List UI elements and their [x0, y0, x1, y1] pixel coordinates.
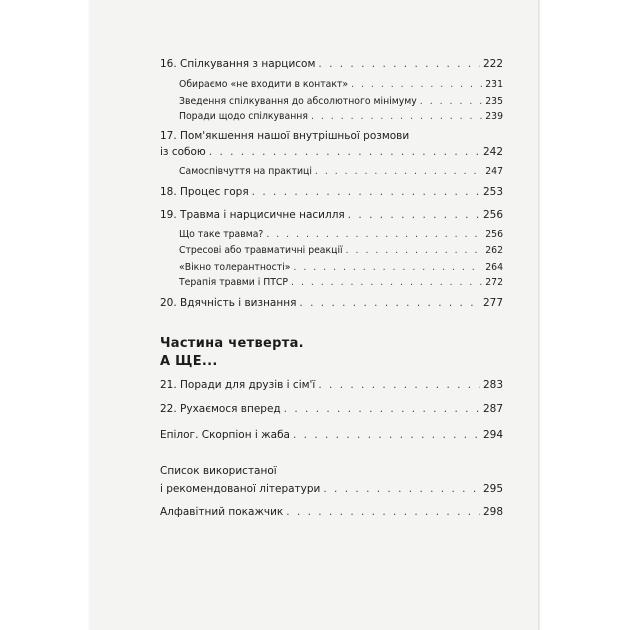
toc-entry-title: і рекомендованої літератури: [160, 483, 321, 495]
toc-subentry-title: Самоспівчуття на практиці: [179, 166, 312, 177]
dot-leader: [252, 186, 480, 198]
toc-entry-ch16: [160, 58, 503, 70]
table-of-contents: [160, 0, 503, 630]
dot-leader: [293, 262, 482, 273]
dot-leader: [318, 58, 480, 70]
toc-entry-bibliography: [160, 483, 503, 495]
part-title-line1: Частина четверта.: [160, 336, 304, 351]
toc-entry-ch22: [160, 403, 503, 415]
dot-leader: [323, 483, 480, 495]
dot-leader: [209, 146, 480, 158]
toc-page-number: 287: [482, 403, 503, 415]
toc-subentry: [179, 79, 503, 90]
toc-subentry: [179, 111, 503, 122]
toc-subentry: [179, 262, 503, 273]
toc-subentry-title: Поради щодо спілкування: [179, 111, 308, 122]
toc-entry-title: із собою: [160, 146, 206, 158]
toc-page-number: 294: [482, 429, 503, 441]
toc-page-number: 256: [485, 229, 503, 240]
toc-subentry: [179, 245, 503, 256]
toc-page-number: 253: [482, 186, 503, 198]
toc-entry-title: 22. Рухаємося вперед: [160, 403, 281, 415]
toc-page-number: 264: [485, 262, 503, 273]
toc-page-number: 298: [482, 506, 503, 518]
dot-leader: [346, 245, 483, 256]
toc-page-number: 222: [482, 58, 503, 70]
part-title-line2: А ЩЕ...: [160, 354, 218, 369]
toc-subentry-title: Терапія травми і ПТСР: [179, 277, 289, 288]
dot-leader: [351, 79, 482, 90]
toc-entry-index: [160, 506, 503, 518]
toc-entry-ch17: [160, 146, 503, 158]
toc-entry-bibliography-line1: Список використаної: [160, 465, 277, 477]
dot-leader: [284, 403, 480, 415]
dot-leader: [420, 96, 482, 107]
toc-page-number: 262: [485, 245, 503, 256]
toc-entry-title: 20. Вдячність і визнання: [160, 297, 297, 309]
toc-entry-title: Епілог. Скорпіон і жаба: [160, 429, 290, 441]
toc-page-number: 272: [485, 277, 503, 288]
toc-page-number: 239: [485, 111, 503, 122]
toc-page-number: 231: [485, 79, 503, 90]
toc-subentry-title: Що таке травма?: [179, 229, 264, 240]
toc-entry-ch17-line1: 17. Пом'якшення нашої внутрішньої розмови: [160, 130, 410, 142]
toc-page-number: 283: [482, 379, 503, 391]
toc-entry-title: 21. Поради для друзів і сім'ї: [160, 379, 316, 391]
toc-subentry-title: Стресові або травматичні реакції: [179, 245, 343, 256]
toc-entry-title: 18. Процес горя: [160, 186, 249, 198]
dot-leader: [311, 111, 482, 122]
toc-page-number: 277: [482, 297, 503, 309]
toc-page-number: 235: [485, 96, 503, 107]
dot-leader: [318, 379, 480, 391]
dot-leader: [291, 277, 482, 288]
toc-page-number: 256: [482, 209, 503, 221]
toc-page-number: 247: [485, 166, 503, 177]
toc-entry-ch20: [160, 297, 503, 309]
toc-entry-ch19: [160, 209, 503, 221]
dot-leader: [315, 166, 482, 177]
page-edge: [538, 0, 541, 630]
toc-entry-title: 16. Спілкування з нарцисом: [160, 58, 316, 70]
dot-leader: [299, 297, 480, 309]
toc-entry-title: Алфавітний покажчик: [160, 506, 284, 518]
dot-leader: [266, 229, 482, 240]
toc-page-number: 242: [482, 146, 503, 158]
dot-leader: [286, 506, 480, 518]
toc-entry-ch18: [160, 186, 503, 198]
toc-subentry: [179, 166, 503, 177]
toc-subentry: [179, 96, 503, 107]
dot-leader: [348, 209, 480, 221]
toc-entry-epilogue: [160, 429, 503, 441]
toc-entry-ch21: [160, 379, 503, 391]
toc-subentry: [179, 229, 503, 240]
dot-leader: [293, 429, 480, 441]
toc-subentry-title: Зведення спілкування до абсолютного мінімуму: [179, 96, 417, 107]
toc-subentry-title: «Вікно толерантності»: [179, 262, 291, 273]
toc-entry-title: 19. Травма і нарцисичне насилля: [160, 209, 345, 221]
toc-page-number: 295: [482, 483, 503, 495]
toc-subentry: [179, 277, 503, 288]
toc-subentry-title: Обираємо «не входити в контакт»: [179, 79, 349, 90]
